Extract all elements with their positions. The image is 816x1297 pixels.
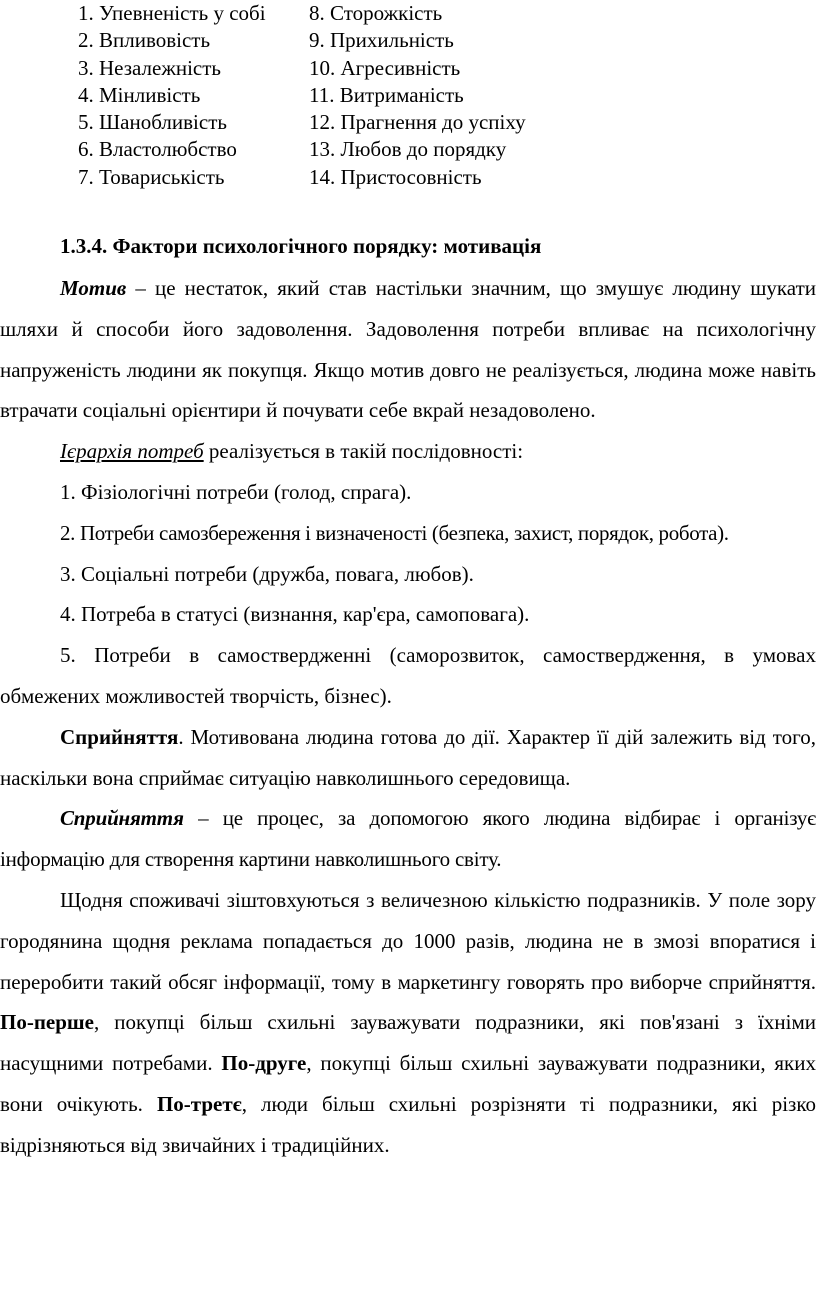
perception-term: Сприйняття <box>60 806 184 831</box>
trait-item: 6. Властолюбство <box>78 137 237 162</box>
need-item: 4. Потреба в статусі (визнання, кар'єра, самоповага). <box>60 602 530 627</box>
trait-item: 8. Сторожкість <box>309 1 443 25</box>
section-heading: 1.3.4. Фактори психологічного порядку: мотивація <box>60 234 542 258</box>
trait-item: 5. Шанобливість <box>78 110 227 135</box>
perception-text: . Мотивована людина готова до дії. Характер її дій залежить від того, наскільки вона сприймає ситуацію навколишнього середовища. <box>0 724 816 790</box>
motive-paragraph <box>0 268 816 431</box>
perception-definition <box>0 798 816 880</box>
trait-item: 14. Пристосовність <box>309 164 482 189</box>
need-item: 3. Соціальні потреби (дружба, повага, любов). <box>60 561 474 586</box>
daily-text: , люди більш схильні розрізняти ті подразники, які різко відрізняються від звичайних і традиційних. <box>0 1091 816 1157</box>
hierarchy-intro <box>0 431 816 472</box>
third-term: По-третє <box>156 1091 242 1116</box>
hierarchy-text: реалізується в такій послідовності: <box>203 439 524 464</box>
trait-item: 10. Агресивність <box>309 55 461 80</box>
second-term: По-друге <box>221 1051 307 1076</box>
hierarchy-term: Ієрархія потреб <box>60 439 204 464</box>
need-item: 5. Потреби в самоствердженні (саморозвиток, самоствердження, в умовах обмежених можливостей творчість, бізнес). <box>0 643 816 708</box>
trait-item: 1. Упевненість у собі <box>78 1 266 25</box>
trait-item: 9. Прихильність <box>309 28 454 53</box>
daily-text: Щодня споживачі зіштовхуються з величезною кількістю подразників. У поле зору городянина щодня реклама попадається до 1000 разів, людина не в змозі впоратися і переробити такий обсяг інформації, тому в маркетингу говорять про виборче сприйняття. <box>0 887 816 994</box>
need-item: 2. Потреби самозбереження і визначеності (безпека, захист, порядок, робота). <box>60 520 729 545</box>
first-term: По-перше <box>0 1010 94 1035</box>
trait-item: 11. Витриманість <box>309 82 464 107</box>
trait-item: 12. Прагнення до успіху <box>309 110 526 135</box>
need-item: 1. Фізіологічні потреби (голод, спрага). <box>60 479 412 504</box>
document-body <box>0 268 816 1166</box>
perception-term: Сприйняття <box>60 724 179 749</box>
perception-paragraph <box>0 717 816 799</box>
trait-item: 13. Любов до порядку <box>309 137 507 162</box>
trait-item: 4. Мінливість <box>78 82 201 107</box>
trait-item: 3. Незалежність <box>78 55 222 80</box>
selective-perception-paragraph <box>0 880 816 1166</box>
perception-text: – це процес, за допомогою якого людина відбирає і організує інформацію для створення картини навколишнього світу. <box>0 806 816 872</box>
trait-item: 2. Впливовість <box>78 28 211 53</box>
trait-item: 7. Товариськість <box>78 164 225 189</box>
motive-term: Мотив <box>60 276 127 300</box>
daily-text: , покупці більш схильні зауважувати подразники, яких вони очікують. <box>0 1051 816 1116</box>
motive-text: – це нестаток, який став настільки значним, що змушує людину шукати шляхи й способи його задоволення. Задоволення потреби впливає на психологічну напруженість людини як покупця. Якщо мотив довго не реалізується, людина може навіть втрачати соціальні орієнтири й почувати себе вкрай незадоволено. <box>0 276 816 423</box>
daily-text: , покупці більш схильні зауважувати подразники, які пов'язані з їхніми насущними потребами. <box>0 1010 816 1076</box>
